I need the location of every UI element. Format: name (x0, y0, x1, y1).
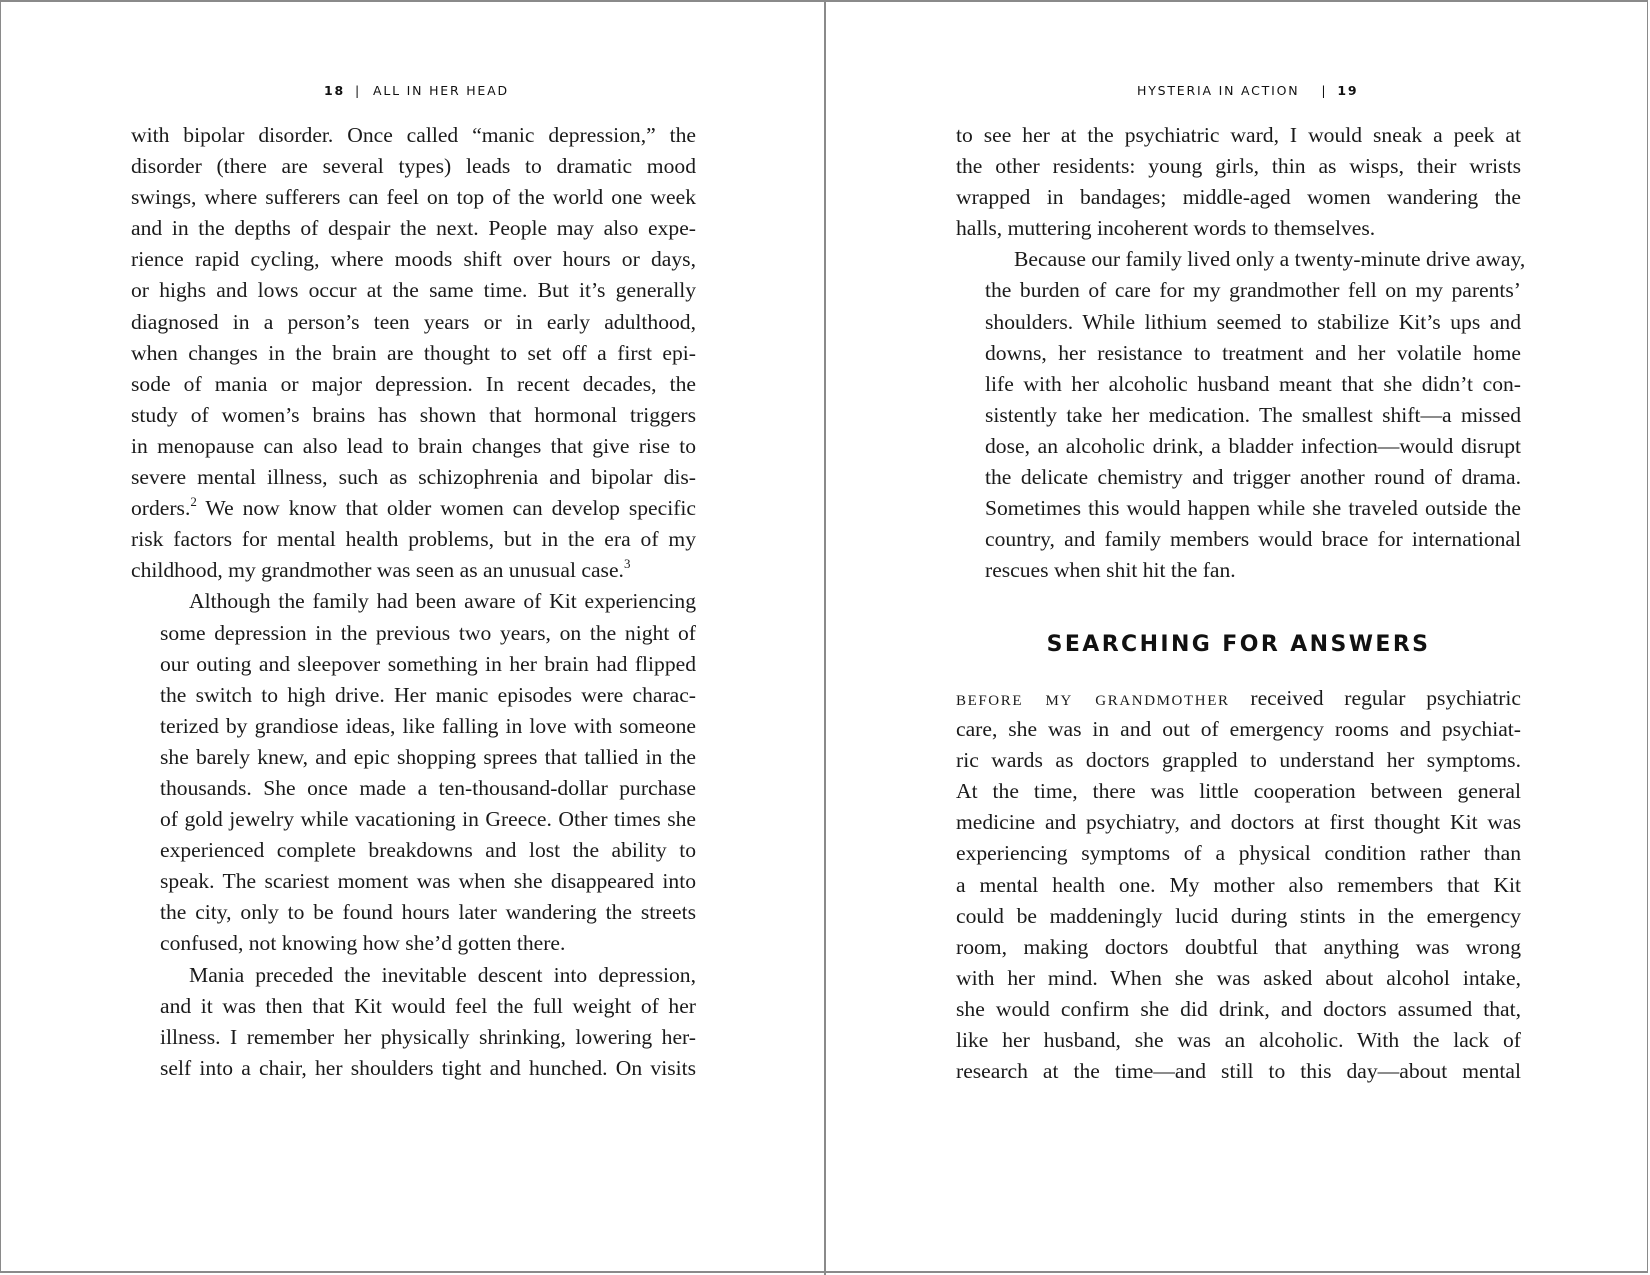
text-line: wrapped in bandages; middle-aged women wandering the (956, 185, 1521, 210)
section-heading: SEARCHING FOR ANSWERS (1046, 632, 1431, 657)
text-line: Sometimes this would happen while she traveled outside the (985, 496, 1521, 521)
text-line (131, 555, 696, 586)
text-line: country, and family members would brace for international (985, 527, 1521, 552)
text-line: self into a chair, her shoulders tight and hunched. On visits (160, 1055, 696, 1080)
lead-in-smallcaps: before my grandmother (956, 686, 1230, 710)
text-line: shoulders. While lithium seemed to stabilize Kit’s ups and (985, 309, 1521, 334)
text-line: experiencing symptoms of a physical condition rather than (956, 841, 1521, 866)
text-line: At the time, there was little cooperation between general (956, 779, 1521, 804)
text-line: our outing and sleepover something in her brain had flipped (160, 651, 696, 676)
text-line: study of women’s brains has shown that hormonal triggers (131, 402, 696, 427)
footnote-ref-2[interactable]: 2 (190, 494, 197, 510)
paragraph (131, 120, 696, 586)
text-fragment: orders. (131, 496, 191, 521)
text-line: experienced complete breakdowns and lost the ability to (160, 838, 696, 863)
footnote-ref-3[interactable]: 3 (623, 556, 631, 572)
page-number: 19 (1337, 83, 1359, 98)
text-line: with her mind. When she was asked about alcohol intake, (956, 965, 1521, 990)
text-line: she barely knew, and epic shopping sprees that tallied in the (160, 744, 696, 769)
paragraph (131, 586, 696, 959)
page-number: 18 (324, 83, 345, 98)
text-line: terized by grandiose ideas, like falling in love with someone (160, 713, 696, 738)
paragraph (956, 120, 1521, 244)
paragraph (131, 960, 696, 1084)
running-head-title: HYSTERIA IN ACTION (1137, 83, 1300, 98)
text-line: diagnosed in a person’s teen years or in early adulthood, (131, 309, 696, 334)
text-line: rience rapid cycling, where moods shift over hours or days, (131, 247, 696, 272)
text-line: room, making doctors doubtful that anything was wrong (956, 934, 1521, 959)
text-line: a mental health one. My mother also remembers that Kit (956, 872, 1521, 897)
text-line: severe mental illness, such as schizophrenia and bipolar dis- (131, 465, 696, 490)
text-line: and it was then that Kit would feel the full weight of her (160, 993, 696, 1018)
text-line: she would confirm she did drink, and doctors assumed that, (956, 996, 1521, 1021)
text-line: medicine and psychiatry, and doctors at first thought Kit was (956, 810, 1521, 835)
text-line: halls, muttering incoherent words to themselves. (956, 216, 1376, 241)
text-fragment: We now know that older women can develop specific (205, 496, 696, 521)
text-fragment: received regular psychiatric (1250, 686, 1521, 710)
right-page (826, 0, 1650, 1275)
text-line: some depression in the previous two years, on the night of (160, 620, 696, 645)
text-line: or highs and lows occur at the same time. But it’s generally (131, 278, 696, 303)
text-line: confused, not knowing how she’d gotten there. (160, 931, 566, 956)
text-line: in menopause can also lead to brain changes that give rise to (131, 433, 696, 458)
text-line: risk factors for mental health problems, but in the era of my (131, 527, 696, 552)
running-head-separator: | (355, 83, 362, 98)
text-line: sistently take her medication. The smallest shift—a missed (985, 402, 1521, 427)
text-line (131, 493, 696, 524)
text-line: the other residents: young girls, thin as wisps, their wrists (956, 154, 1521, 179)
text-line: rescues when shit hit the fan. (985, 558, 1236, 583)
text-line: swings, where sufferers can feel on top of the world one week (131, 185, 696, 210)
text-line: could be maddeningly lucid during stints in the emergency (956, 903, 1521, 928)
body-text-right (956, 120, 1526, 586)
text-fragment: childhood, my grandmother was seen as an unusual case. (131, 558, 624, 583)
body-text-left (131, 120, 696, 1084)
text-line: the city, only to be found hours later wandering the streets (160, 900, 696, 925)
text-line: life with her alcoholic husband meant that she didn’t con- (985, 371, 1521, 396)
text-line (956, 683, 1521, 714)
text-line: the switch to high drive. Her manic episodes were charac- (160, 682, 696, 707)
text-line: dose, an alcoholic drink, a bladder infection—would disrupt (985, 433, 1521, 458)
paragraph (956, 244, 1526, 586)
text-line: sode of mania or major depression. In recent decades, the (131, 371, 696, 396)
text-line: care, she was in and out of emergency rooms and psychiat- (956, 717, 1521, 742)
text-line: when changes in the brain are thought to set off a first epi- (131, 340, 696, 365)
text-line: Mania preceded the inevitable descent into depression, (189, 962, 696, 987)
running-head-title: ALL IN HER HEAD (373, 83, 509, 98)
running-head-separator: | (1321, 83, 1328, 98)
text-line: ric wards as doctors grappled to understand her symptoms. (956, 748, 1521, 773)
text-line: to see her at the psychiatric ward, I would sneak a peek at (956, 123, 1521, 147)
text-line: disorder (there are several types) leads to dramatic mood (131, 154, 696, 179)
left-page (0, 0, 824, 1275)
text-line: speak. The scariest moment was when she disappeared into (160, 869, 696, 894)
text-line: of gold jewelry while vacationing in Greece. Other times she (160, 807, 696, 832)
running-head-left (324, 83, 509, 98)
running-head-right (1137, 83, 1358, 98)
text-line: the burden of care for my grandmother fell on my parents’ (985, 278, 1521, 303)
text-line: thousands. She once made a ten-thousand-dollar purchase (160, 775, 696, 800)
text-line: and in the depths of despair the next. People may also expe- (131, 216, 696, 241)
text-line: with bipolar disorder. Once called “manic depression,” the (131, 123, 696, 147)
text-line: the delicate chemistry and trigger another round of drama. (985, 465, 1521, 490)
section-body-text (956, 683, 1521, 1087)
text-line: downs, her resistance to treatment and her volatile home (985, 340, 1521, 365)
text-line: Although the family had been aware of Kit experiencing (189, 589, 696, 614)
text-line: research at the time—and still to this day—about mental (956, 1059, 1521, 1084)
text-line: illness. I remember her physically shrinking, lowering her- (160, 1024, 696, 1049)
text-line: like her husband, she was an alcoholic. With the lack of (956, 1028, 1521, 1053)
text-line: Because our family lived only a twenty-minute drive away, (1014, 247, 1526, 272)
